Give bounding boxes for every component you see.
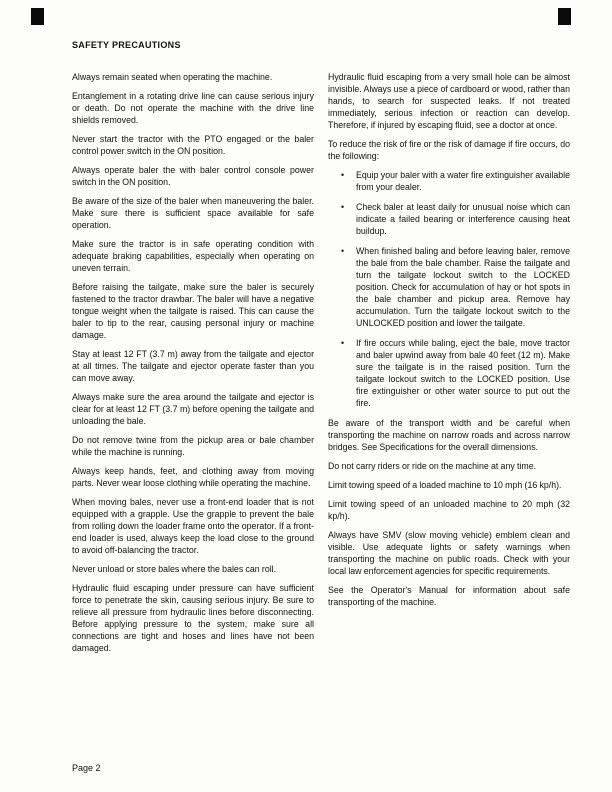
bullet-icon: •	[341, 246, 345, 256]
safety-paragraph: Do not remove twine from the pickup area or bale chamber while the machine is running.	[72, 435, 314, 457]
safety-paragraph: Entanglement in a rotating drive line can cause serious injury or death. Do not operate the machine with the drive line shields removed.	[72, 91, 314, 125]
safety-paragraph: Always operate baler the with baler control console power switch in the ON position.	[72, 165, 314, 187]
safety-paragraph: Hydraulic fluid escaping under pressure can have sufficient force to penetrate the skin, causing serious injury. Be sure to relieve all pressure from hydraulic lines before disconnecting. Before applying pressure to the system, make sure all connections are tight and hoses and lines have not been damaged.	[72, 583, 314, 653]
bullet-icon: •	[341, 202, 345, 212]
safety-paragraph: Always keep hands, feet, and clothing away from moving parts. Never wear loose clothing while operating the machine.	[72, 466, 314, 488]
registration-mark-top-right	[558, 8, 571, 25]
safety-paragraph: Be aware of the transport width and be careful when transporting the machine on narrow roads and across narrow bridges. See Specifications for the overall dimensions.	[328, 418, 570, 452]
safety-bullet: • When finished baling and before leaving baler, remove the bale from the bale chamber. Raise the tailgate and turn the tailgate lockout switch to the LOCKED position. Check for accumulation of hay or hot spots in the bale chamber and pickup area. Remove hay accumulation. Turn the tailgate lockout switch to the UNLOCKED position and lower the tailgate.	[341, 246, 570, 328]
safety-paragraph: Make sure the tractor is in safe operating condition with adequate braking capabilities, especially when operating on uneven terrain.	[72, 239, 314, 273]
safety-bullet: • Equip your baler with a water fire extinguisher available from your dealer.	[341, 170, 570, 192]
safety-paragraph: Hydraulic fluid escaping from a very small hole can be almost invisible. Always use a piece of cardboard or wood, rather than hands, to search for suspected leaks. If not treated immediately, serious infection or reaction can develop. Therefore, if injured by escaping fluid, see a doctor at once.	[328, 72, 571, 130]
safety-paragraph: Never unload or store bales where the bales can roll.	[72, 564, 277, 574]
safety-paragraph: See the Operator's Manual for information about safe transporting of the machine.	[328, 585, 570, 607]
safety-paragraph: Limit towing speed of an unloaded machine to 20 mph (32 kp/h).	[328, 499, 570, 521]
safety-paragraph: Always make sure the area around the tailgate and ejector is clear for at least 12 FT (3.7 m) before opening the tailgate and unloading the bale.	[72, 392, 314, 426]
fire-safety-bullet-list	[328, 169, 570, 409]
safety-paragraph: Limit towing speed of a loaded machine to 10 mph (16 kp/h).	[328, 480, 562, 490]
safety-paragraph: Before raising the tailgate, make sure the baler is securely fastened to the tractor drawbar. The baler will have a negative tongue weight when the tailgate is raised. This can cause the baler to tip to the rear, causing personal injury or machine damage.	[72, 282, 314, 340]
bullet-icon: •	[341, 338, 345, 348]
safety-bullet: • If fire occurs while baling, eject the bale, move tractor and baler upwind away from bale 40 feet (12 m). Make sure the tailgate is in the raised position. Turn the tailgate lockout switch to the LOCKED position. Use fire extinguisher or other water source to put out the fire.	[341, 338, 570, 408]
right-column	[328, 71, 570, 661]
document-body	[72, 71, 570, 661]
page-title: SAFETY PRECAUTIONS	[72, 40, 181, 50]
safety-paragraph: Do not carry riders or ride on the machine at any time.	[328, 461, 537, 471]
safety-paragraph: Stay at least 12 FT (3.7 m) away from the tailgate and ejector at all times. The tailgate and ejector operate faster than you can move away.	[72, 349, 314, 383]
bullet-icon: •	[341, 170, 345, 180]
safety-paragraph: Be aware of the size of the baler when maneuvering the baler. Make sure there is sufficient space available for safe operation.	[72, 196, 314, 230]
left-column	[72, 71, 314, 661]
safety-paragraph: To reduce the risk of fire or the risk of damage if fire occurs, do the following:	[328, 139, 570, 161]
safety-paragraph: Never start the tractor with the PTO engaged or the baler control power switch in the ON position.	[72, 134, 314, 156]
safety-paragraph: When moving bales, never use a front-end loader that is not equipped with a grapple. Use the grapple to prevent the bale from rolling down the loader frame onto the operator. If a front-end loader is used, always keep the load close to the ground to avoid off-balancing the tractor.	[72, 497, 314, 555]
safety-paragraph: Always remain seated when operating the machine.	[72, 72, 273, 82]
page-number: Page 2	[72, 763, 101, 773]
registration-mark-top-left	[31, 8, 44, 25]
safety-bullet: • Check baler at least daily for unusual noise which can indicate a failed bearing or interference causing heat buildup.	[341, 202, 570, 236]
safety-paragraph: Always have SMV (slow moving vehicle) emblem clean and visible. Use adequate lights or safety warnings when transporting the machine on public roads. Check with your local law enforcement agencies for specific requirements.	[328, 530, 570, 576]
